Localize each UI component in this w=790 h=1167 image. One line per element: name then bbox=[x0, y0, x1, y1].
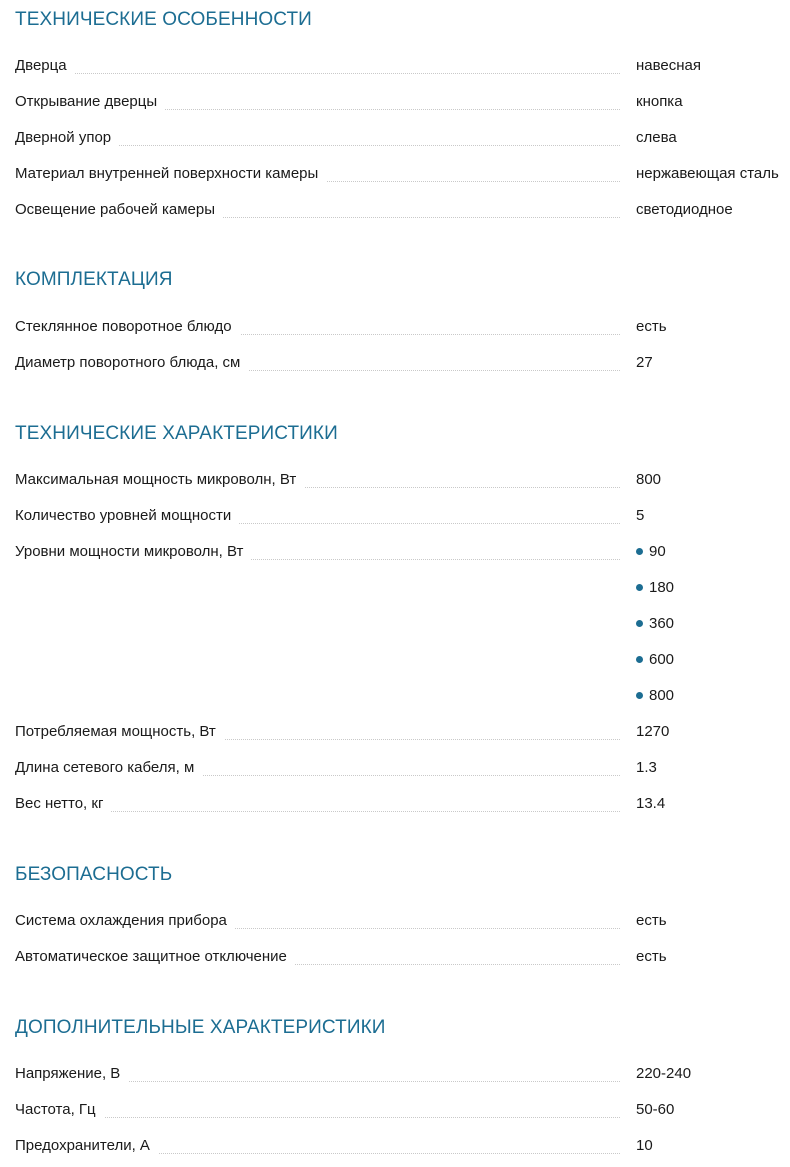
spec-value: светодиодное bbox=[636, 201, 733, 218]
spec-label: Количество уровней мощности bbox=[15, 506, 239, 526]
dotted-leader bbox=[15, 1117, 620, 1118]
spec-label: Вес нетто, кг bbox=[15, 794, 111, 814]
spec-row bbox=[15, 506, 790, 542]
spec-row bbox=[15, 470, 790, 506]
bullet-icon bbox=[636, 656, 643, 663]
section-title: ТЕХНИЧЕСКИЕ ХАРАКТЕРИСТИКИ bbox=[15, 423, 338, 444]
spec-row bbox=[15, 758, 790, 794]
spec-label: Частота, Гц bbox=[15, 1100, 104, 1120]
list-item: 90 bbox=[636, 542, 674, 578]
bullet-icon bbox=[636, 692, 643, 699]
spec-label: Система охлаждения прибора bbox=[15, 911, 235, 931]
spec-row bbox=[15, 317, 790, 353]
spec-value: есть bbox=[636, 912, 667, 929]
spec-row-list bbox=[15, 542, 790, 722]
spec-label: Диаметр поворотного блюда, см bbox=[15, 353, 248, 373]
list-item: 180 bbox=[636, 578, 674, 614]
spec-value: 1.3 bbox=[636, 759, 657, 776]
spec-row bbox=[15, 947, 790, 983]
power-levels-list bbox=[636, 542, 674, 722]
spec-value: 13.4 bbox=[636, 795, 666, 812]
spec-value: 5 bbox=[636, 507, 645, 524]
section-safety bbox=[15, 859, 790, 883]
section-technical-features bbox=[15, 4, 790, 28]
spec-value: 50-60 bbox=[636, 1101, 675, 1118]
spec-label: Длина сетевого кабеля, м bbox=[15, 758, 202, 778]
section-title: КОМПЛЕКТАЦИЯ bbox=[15, 269, 173, 290]
spec-value: навесная bbox=[636, 57, 702, 74]
spec-row bbox=[15, 353, 790, 389]
spec-value: 1270 bbox=[636, 723, 670, 740]
section-technical-specs bbox=[15, 418, 790, 442]
dotted-leader bbox=[15, 73, 620, 74]
spec-row bbox=[15, 722, 790, 758]
spec-value: нержавеющая сталь bbox=[636, 165, 779, 182]
section-title: ДОПОЛНИТЕЛЬНЫЕ ХАРАКТЕРИСТИКИ bbox=[15, 1017, 386, 1038]
spec-value: 800 bbox=[636, 471, 662, 488]
spec-label: Потребляемая мощность, Вт bbox=[15, 722, 224, 742]
spec-row bbox=[15, 200, 790, 236]
section-title: БЕЗОПАСНОСТЬ bbox=[15, 864, 173, 885]
spec-row bbox=[15, 794, 790, 830]
spec-value: есть bbox=[636, 948, 667, 965]
list-item: 360 bbox=[636, 614, 674, 650]
spec-label: Дверной упор bbox=[15, 128, 119, 148]
spec-row bbox=[15, 1100, 790, 1136]
spec-row bbox=[15, 911, 790, 947]
spec-row bbox=[15, 92, 790, 128]
spec-value: слева bbox=[636, 129, 677, 146]
section-additional-specs bbox=[15, 1012, 790, 1036]
spec-value: 10 bbox=[636, 1137, 653, 1154]
spec-label: Предохранители, А bbox=[15, 1136, 158, 1156]
spec-value: 27 bbox=[636, 354, 653, 371]
spec-row bbox=[15, 128, 790, 164]
spec-label: Материал внутренней поверхности камеры bbox=[15, 164, 326, 184]
spec-label: Освещение рабочей камеры bbox=[15, 200, 223, 220]
spec-label: Максимальная мощность микроволн, Вт bbox=[15, 470, 304, 490]
section-title: ТЕХНИЧЕСКИЕ ОСОБЕННОСТИ bbox=[15, 9, 312, 30]
bullet-icon bbox=[636, 548, 643, 555]
bullet-icon bbox=[636, 584, 643, 591]
list-item: 600 bbox=[636, 650, 674, 686]
spec-value: 220-240 bbox=[636, 1065, 692, 1082]
spec-row bbox=[15, 1064, 790, 1100]
spec-label: Уровни мощности микроволн, Вт bbox=[15, 542, 251, 562]
spec-row bbox=[15, 164, 790, 200]
spec-row bbox=[15, 56, 790, 92]
spec-value: есть bbox=[636, 318, 667, 335]
spec-value: кнопка bbox=[636, 93, 683, 110]
spec-label: Автоматическое защитное отключение bbox=[15, 947, 295, 967]
spec-label: Стеклянное поворотное блюдо bbox=[15, 317, 240, 337]
spec-label: Дверца bbox=[15, 56, 75, 76]
list-item: 800 bbox=[636, 686, 674, 722]
bullet-icon bbox=[636, 620, 643, 627]
spec-label: Напряжение, В bbox=[15, 1064, 128, 1084]
section-equipment bbox=[15, 264, 790, 288]
spec-row bbox=[15, 1136, 790, 1164]
spec-label: Открывание дверцы bbox=[15, 92, 165, 112]
